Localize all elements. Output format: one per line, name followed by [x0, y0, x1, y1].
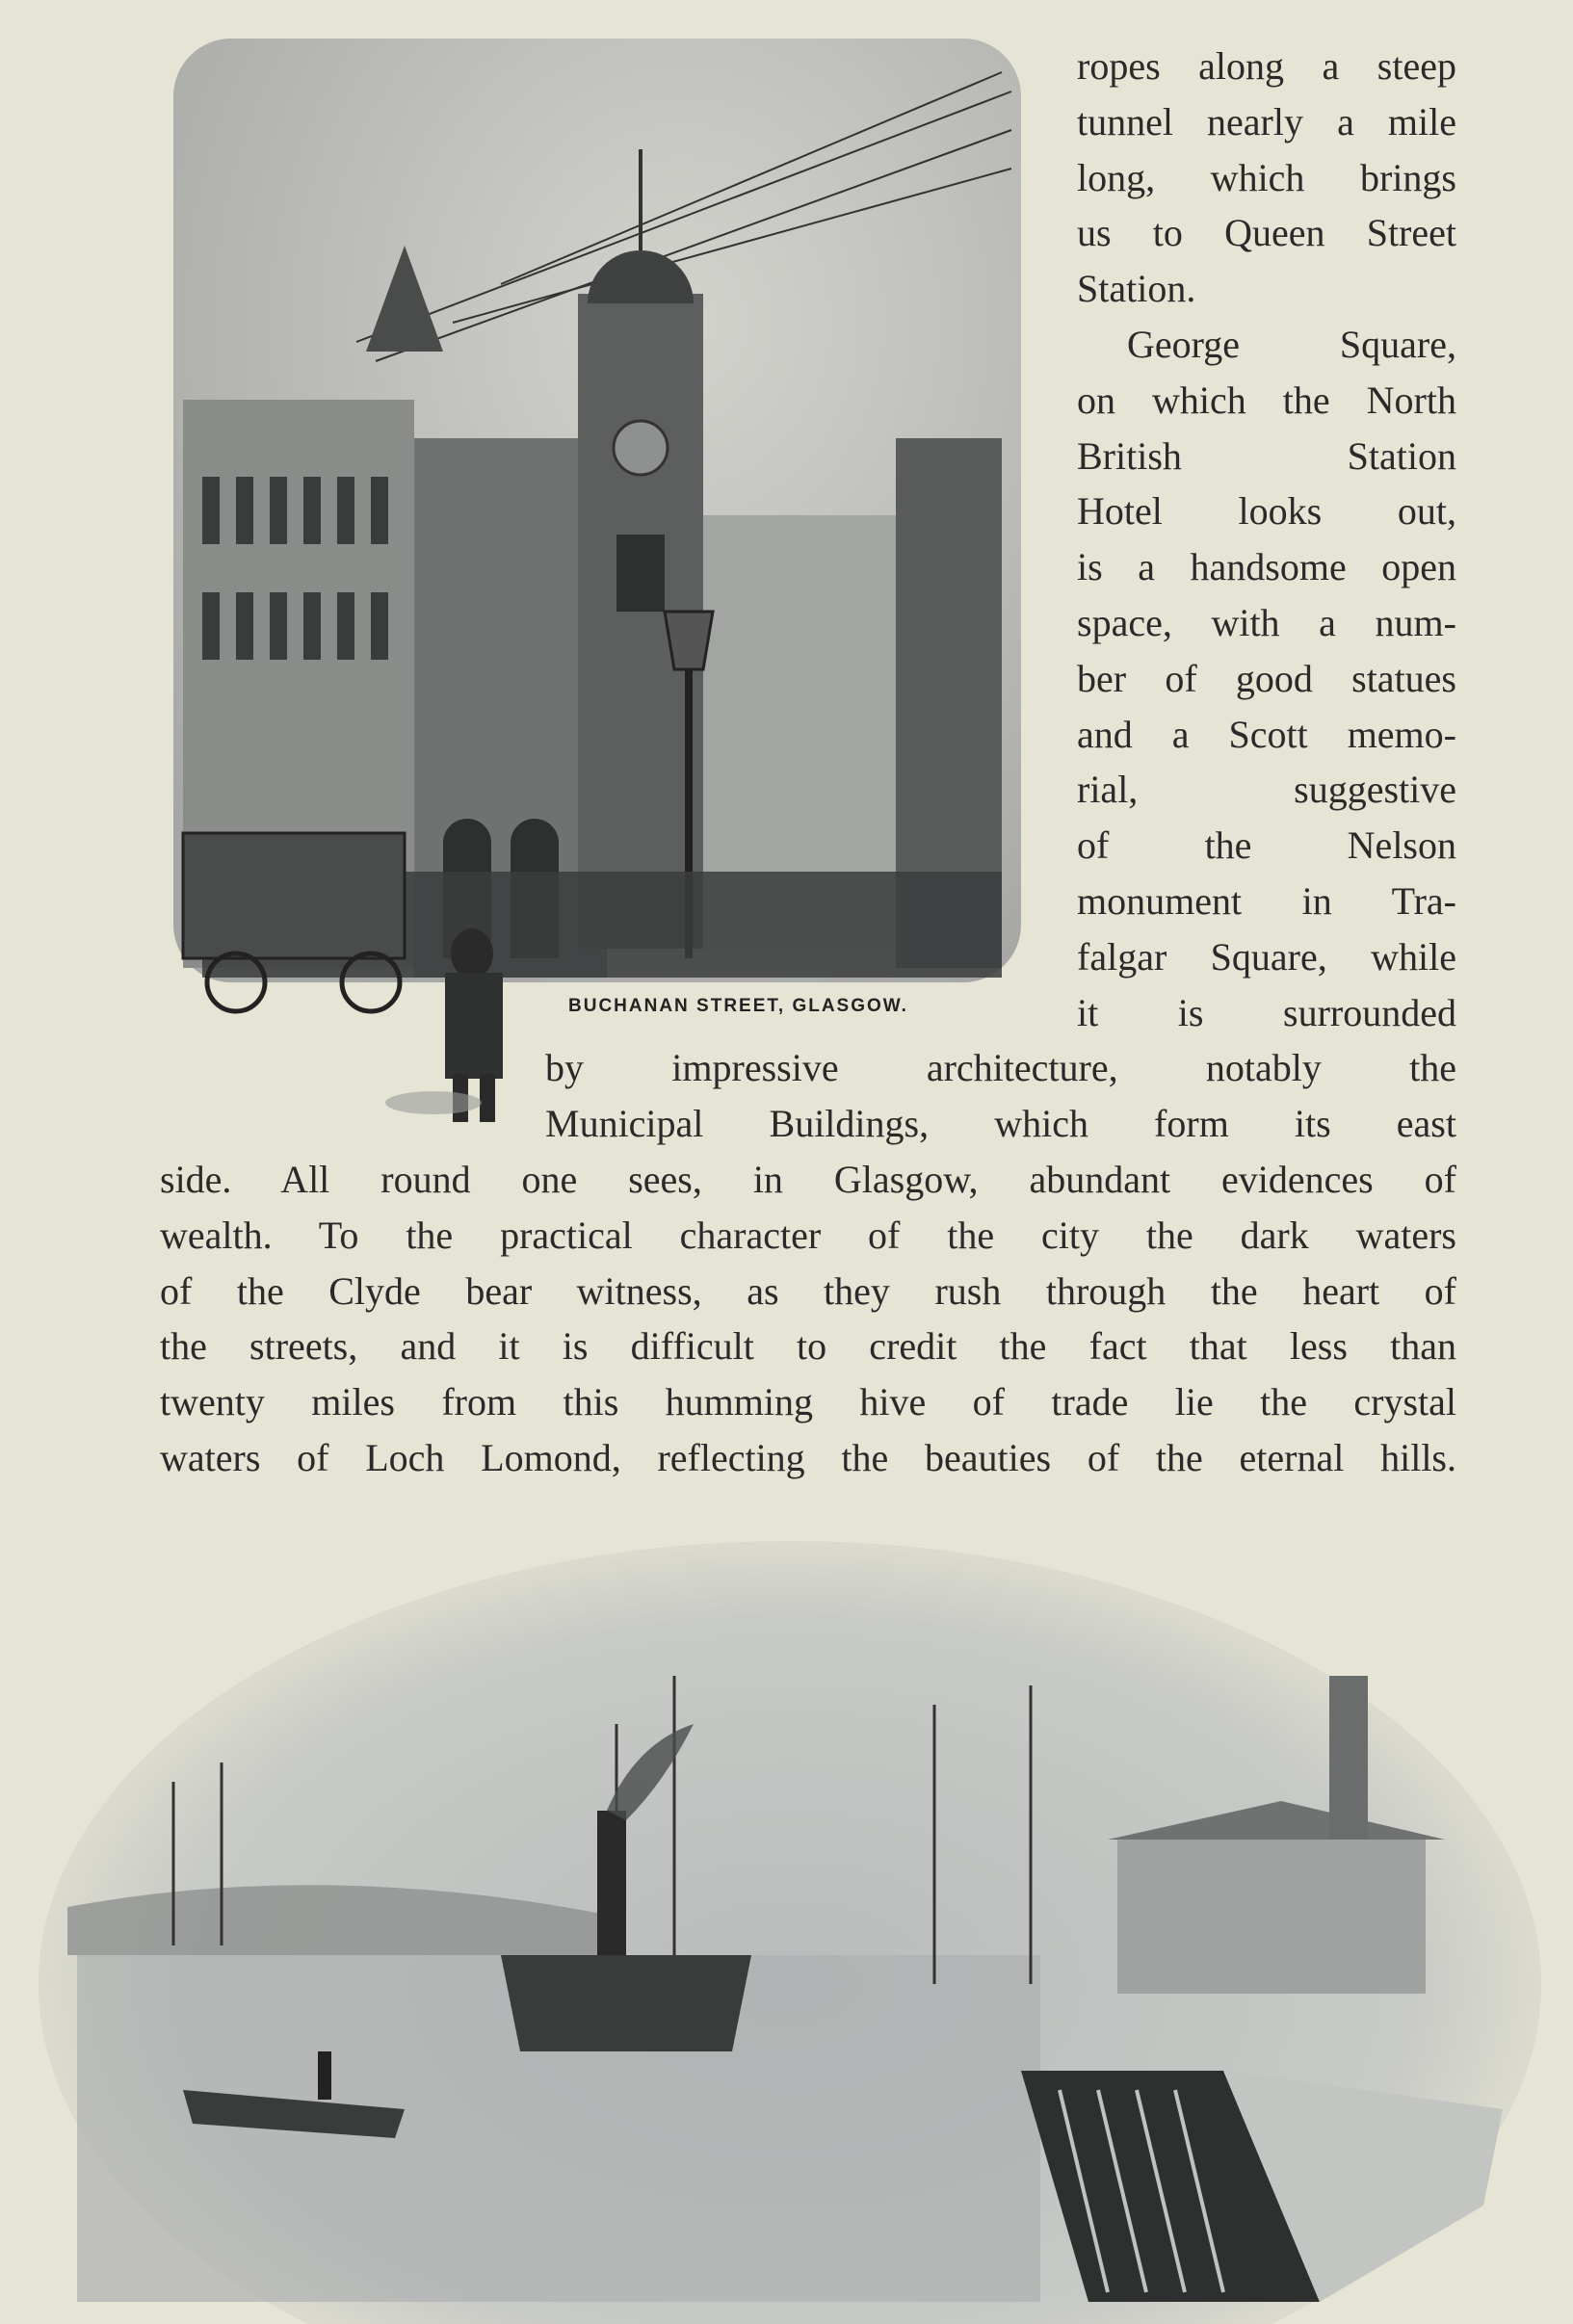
right-column-text	[1077, 39, 1456, 1040]
text-line: is a handsome open	[1077, 545, 1456, 589]
text-line: ber of good statues	[1077, 656, 1456, 700]
text-line: the streets, and it is difficult to credit the fact that less than	[160, 1324, 1456, 1369]
text-line: it is surrounded	[1077, 990, 1456, 1034]
harbour-illustration	[39, 1531, 1541, 2324]
text-line: monument in Tra-	[1077, 878, 1456, 923]
illustration-caption: BUCHANAN STREET, GLASGOW.	[568, 996, 908, 1016]
text-line: British Station	[1077, 433, 1456, 478]
text-line: George Square,	[1127, 322, 1456, 366]
text-line: side. All round one sees, in Glasgow, abundant evidences of	[160, 1158, 1456, 1201]
text-line: tunnel nearly a mile	[1077, 99, 1456, 144]
text-line: wealth. To the practical character of the city the dark waters	[160, 1213, 1456, 1257]
text-line: of the Nelson	[1077, 823, 1456, 868]
text-line: by impressive architecture, notably the	[545, 1046, 1456, 1090]
text-line: Station.	[1077, 267, 1196, 311]
buchanan-street-illustration	[164, 34, 1031, 1132]
text-line: long, which brings	[1077, 155, 1456, 199]
text-line: space, with a num-	[1077, 600, 1456, 644]
text-line: falgar Square, while	[1077, 934, 1456, 979]
text-line: waters of Loch Lomond, reflecting the beauties of the eternal hills.	[160, 1435, 1456, 1479]
full-width-text	[160, 1152, 1456, 1486]
text-line: ropes along a steep	[1077, 44, 1456, 88]
text-line: and a Scott memo-	[1077, 712, 1456, 756]
text-line: us to Queen Street	[1077, 211, 1456, 255]
text-line: of the Clyde bear witness, as they rush through the heart of	[160, 1268, 1456, 1313]
text-line: rial, suggestive	[1077, 768, 1456, 812]
text-line: Hotel looks out,	[1077, 489, 1456, 534]
text-line: on which the North	[1077, 378, 1456, 422]
text-line: twenty miles from this humming hive of trade lie the crystal	[160, 1380, 1456, 1424]
indented-text	[545, 1040, 1456, 1152]
text-line: Municipal Buildings, which form its east	[545, 1102, 1456, 1146]
